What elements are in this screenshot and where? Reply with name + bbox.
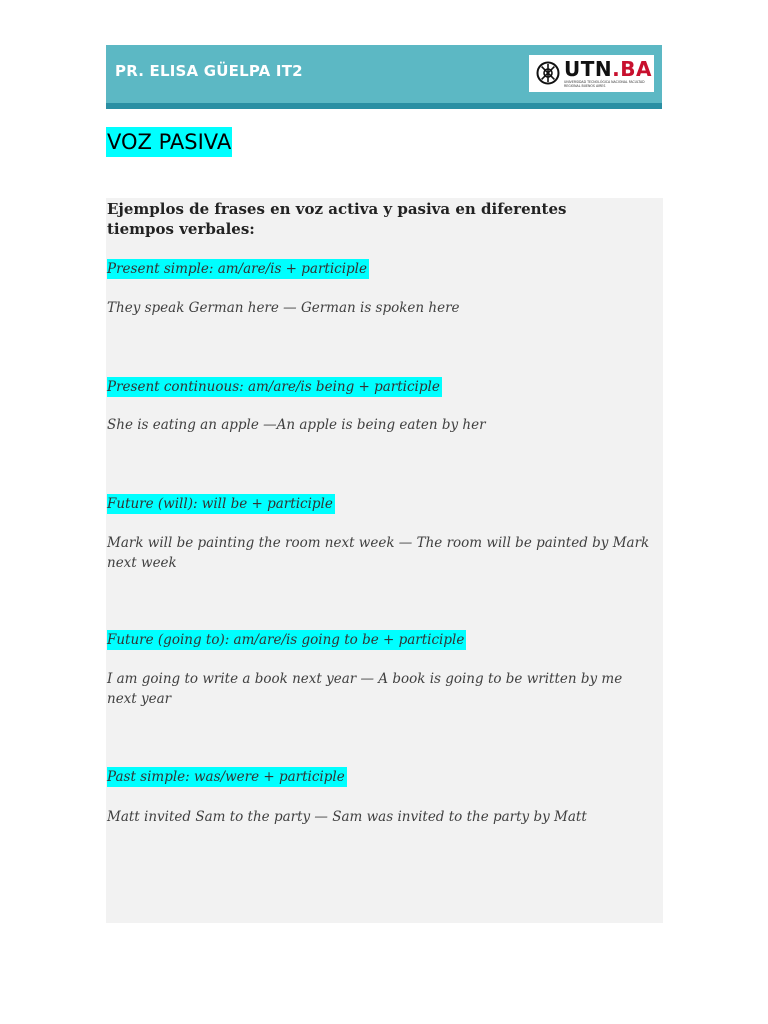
- logo-text-main: UTN: [564, 57, 613, 81]
- document-title: VOZ PASIVA: [106, 127, 232, 157]
- example-future-going-to: I am going to write a book next year — A book is going to be written by me next year: [107, 671, 623, 707]
- logo-text-accent: .BA: [612, 57, 652, 81]
- header-rule: [106, 103, 662, 109]
- rule-future-going-to: Future (going to): am/are/is going to be + participle: [107, 632, 465, 648]
- example-present-continuous: She is eating an apple —An apple is being eaten by her: [107, 417, 486, 433]
- example-present-simple: They speak German here — German is spoken here: [107, 300, 460, 316]
- rule-present-simple: Present simple: am/are/is + participle: [107, 261, 367, 277]
- intro-heading: Ejemplos de frases en voz activa y pasiva en diferentes tiempos verbales:: [107, 200, 567, 238]
- logo-wordmark: [564, 58, 652, 80]
- utn-emblem-icon: [536, 61, 560, 85]
- logo-subtitle: UNIVERSIDAD TECNOLÓGICA NACIONAL FACULTAD REGIONAL BUENOS AIRES: [564, 80, 645, 88]
- example-future-will: Mark will be painting the room next week — The room will be painted by Mark next week: [107, 535, 650, 571]
- rule-present-continuous: Present continuous: am/are/is being + participle: [107, 379, 440, 395]
- utn-logo: [529, 55, 654, 92]
- rule-future-will: Future (will): will be + participle: [107, 496, 333, 512]
- header-title: PR. ELISA GÜELPA IT2: [115, 62, 303, 80]
- rule-past-simple: Past simple: was/were + participle: [107, 769, 345, 785]
- example-past-simple: Matt invited Sam to the party — Sam was invited to the party by Matt: [107, 809, 587, 825]
